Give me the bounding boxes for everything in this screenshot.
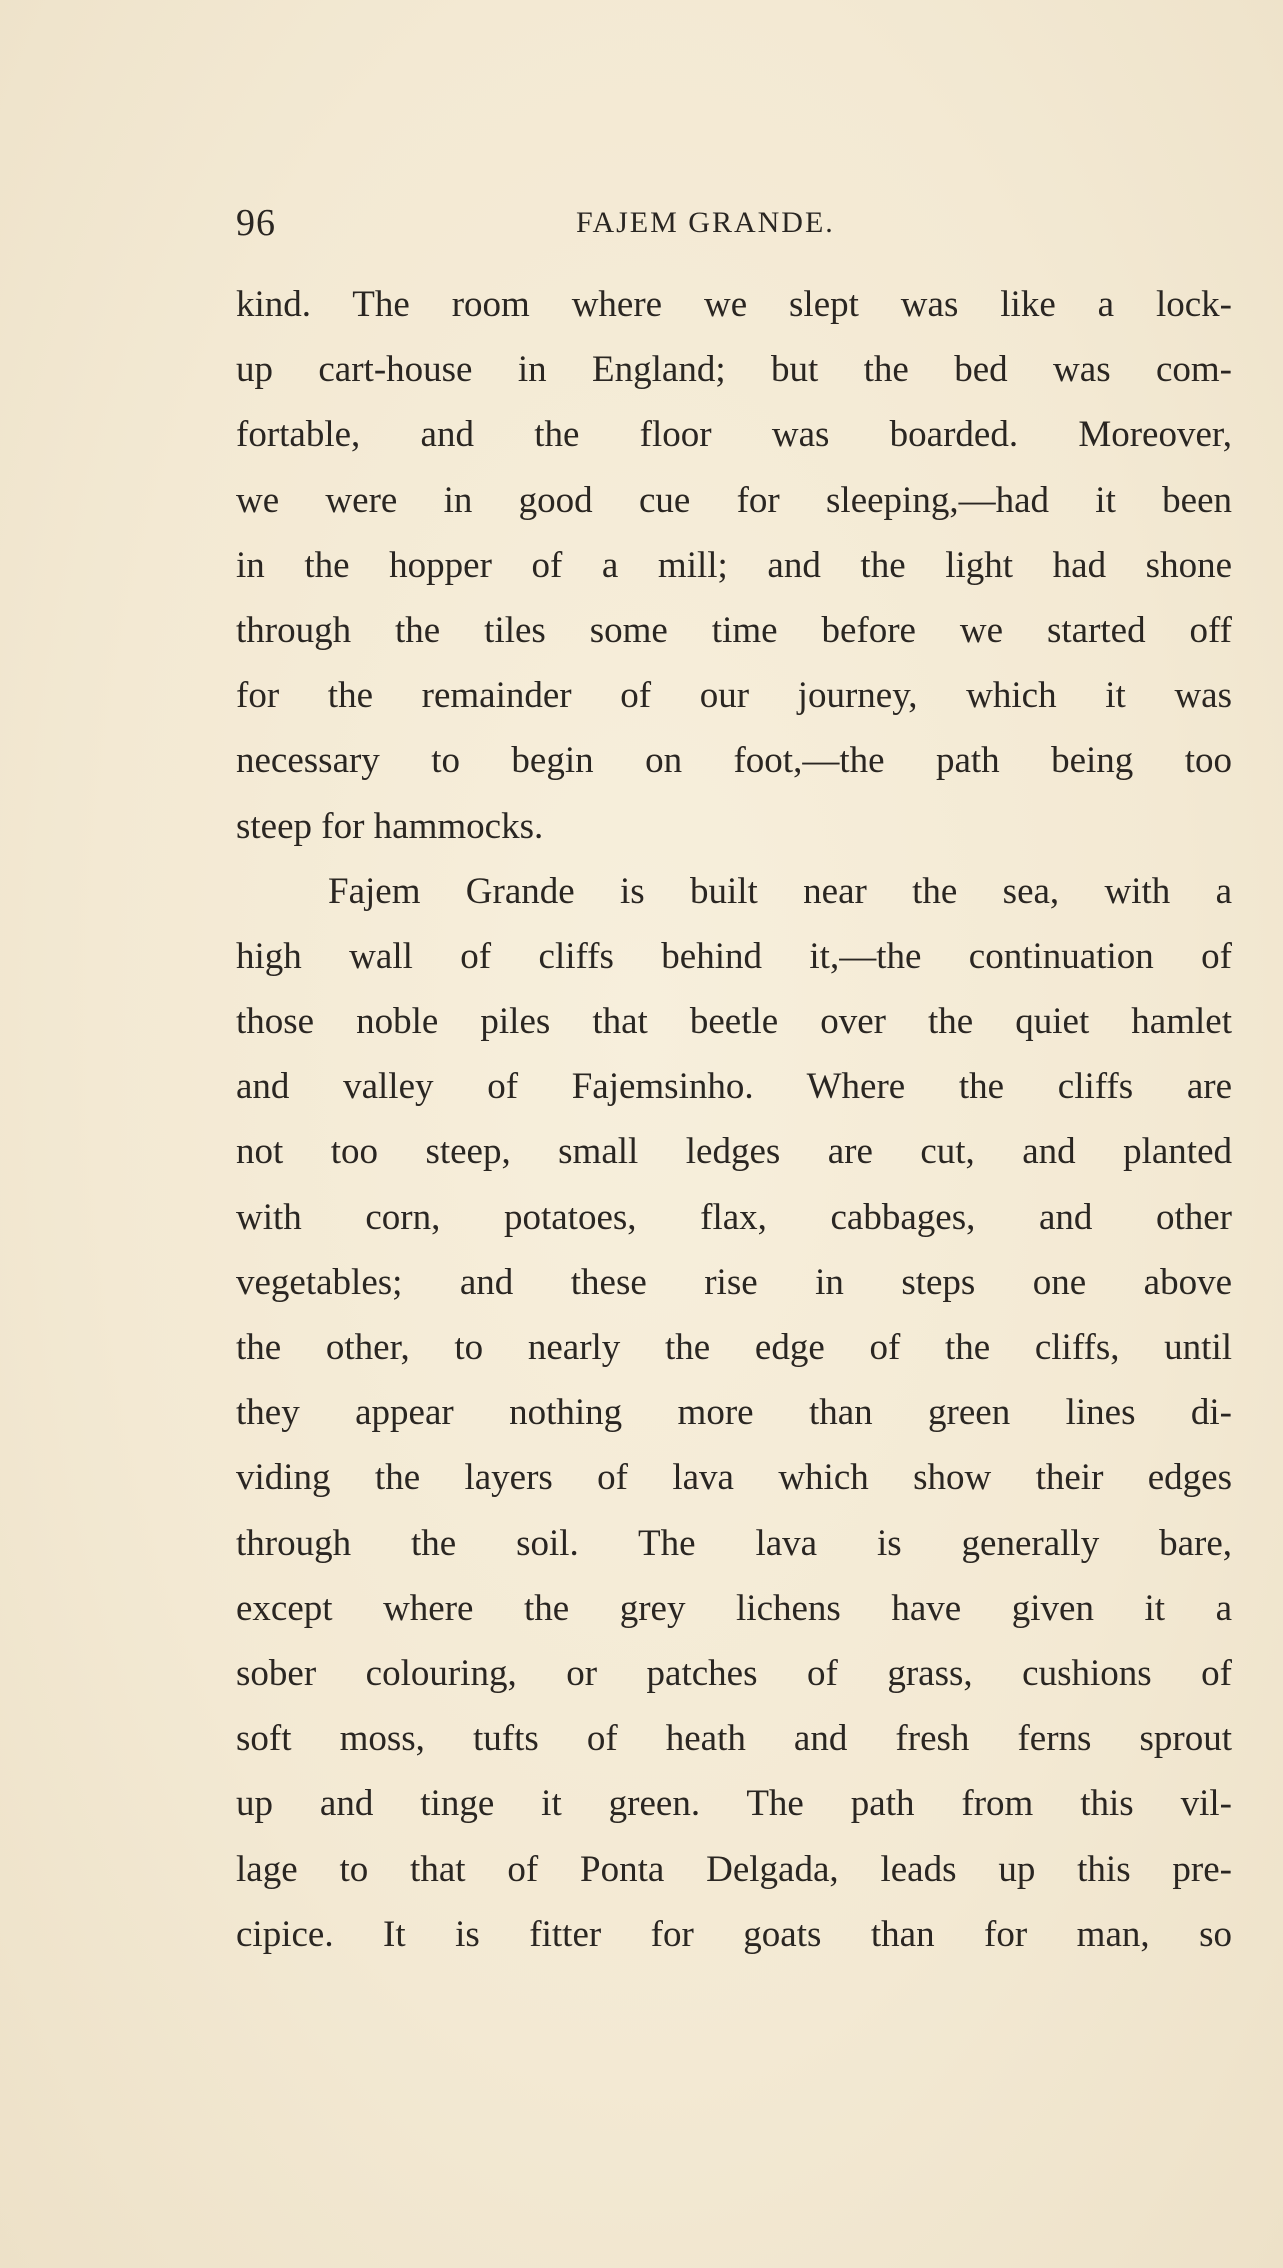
text-line: through the soil. The lava is generally bare, [236, 1522, 1232, 1564]
text-line: fortable, and the floor was boarded. Moreover, [236, 414, 1232, 456]
body-text [236, 272, 1232, 1967]
text-line: up and tinge it green. The path from this vil- [236, 1783, 1232, 1825]
text-line: sober colouring, or patches of grass, cushions of [236, 1652, 1232, 1694]
text-line: they appear nothing more than green lines di- [236, 1392, 1232, 1434]
text-line: for the remainder of our journey, which it was [236, 675, 1232, 717]
text-line: high wall of cliffs behind it,—the continuation of [236, 935, 1232, 977]
text-line: kind. The room where we slept was like a lock- [236, 284, 1232, 325]
text-line: steep for hammocks. [236, 805, 544, 847]
text-line: vegetables; and these rise in steps one above [236, 1261, 1232, 1303]
page-header [236, 198, 1236, 248]
text-line: not too steep, small ledges are cut, and planted [236, 1131, 1232, 1173]
text-line: necessary to begin on foot,—the path being too [236, 740, 1232, 782]
text-line: except where the grey lichens have given it a [236, 1587, 1232, 1629]
running-head: FAJEM GRANDE. [576, 206, 835, 239]
text-line: the other, to nearly the edge of the cliffs, until [236, 1327, 1232, 1368]
text-line: cipice. It is fitter for goats than for man, so [236, 1913, 1232, 1955]
page-number: 96 [236, 202, 276, 244]
text-line: and valley of Fajemsinho. Where the cliffs are [236, 1066, 1232, 1108]
text-line: those noble piles that beetle over the quiet hamlet [236, 1001, 1232, 1043]
paragraph-start-line: Fajem Grande is built near the sea, with a [328, 870, 1232, 912]
text-line: with corn, potatoes, flax, cabbages, and other [236, 1196, 1232, 1238]
text-line: up cart-house in England; but the bed was com- [236, 349, 1232, 391]
text-line: lage to that of Ponta Delgada, leads up this pre- [236, 1848, 1232, 1890]
text-line: in the hopper of a mill; and the light had shone [236, 544, 1232, 586]
text-line: viding the layers of lava which show their edges [236, 1457, 1232, 1499]
text-line: we were in good cue for sleeping,—had it been [236, 479, 1232, 521]
text-line: soft moss, tufts of heath and fresh ferns sprout [236, 1718, 1232, 1760]
text-line: through the tiles some time before we started off [236, 609, 1232, 651]
